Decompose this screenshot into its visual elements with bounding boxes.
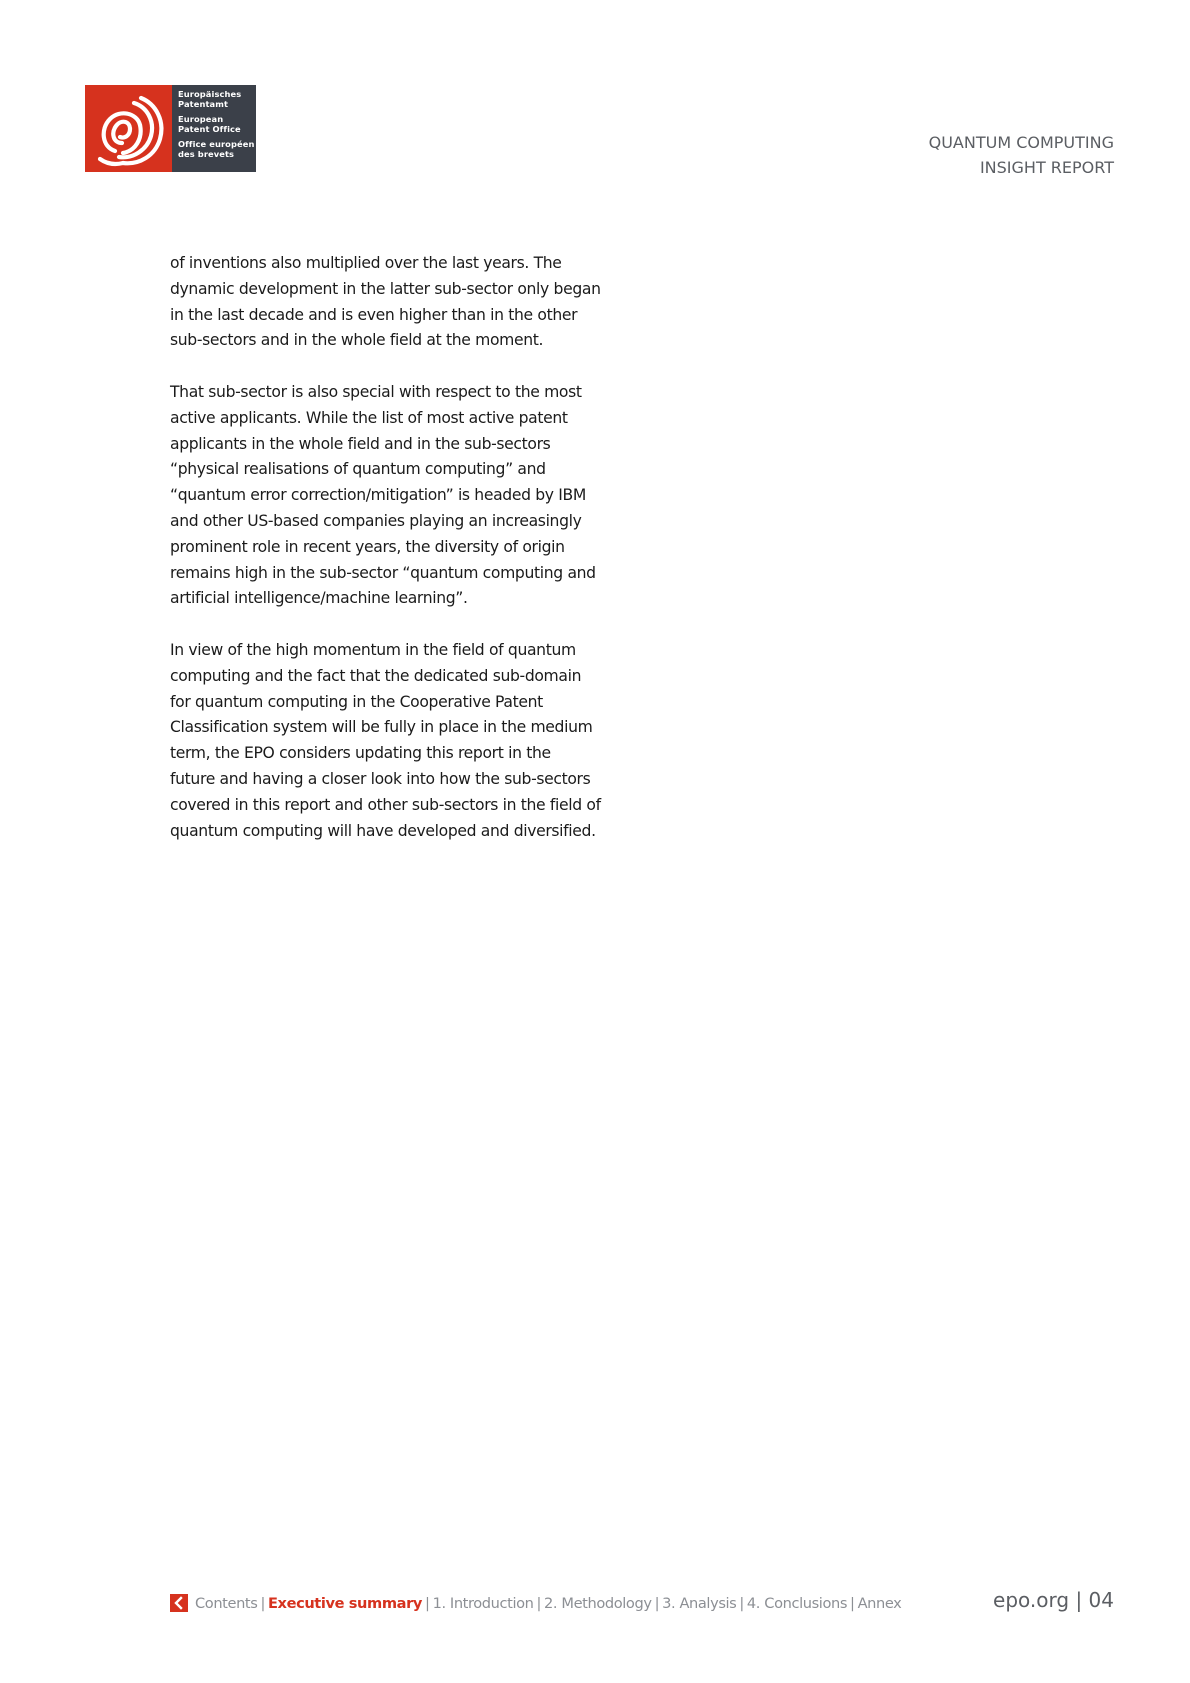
nav-separator: | [739,1594,744,1612]
nav-link-methodology[interactable]: 2. Methodology [544,1594,652,1612]
nav-link-annex[interactable]: Annex [857,1594,902,1612]
logo-line: Europäisches [178,89,242,99]
paragraph [170,251,638,354]
nav-link-analysis[interactable]: 3. Analysis [662,1594,737,1612]
text-line: covered in this report and other sub-sectors in the field of [170,795,601,814]
logo-line: Office européen [178,139,255,150]
chevron-left-icon[interactable] [170,1594,188,1612]
text-line: “physical realisations of quantum computing” and [170,460,546,479]
text-line: and other US-based companies playing an increasingly [170,511,582,530]
text-line: in the last decade and is even higher than in the other [170,305,578,324]
text-line: That sub-sector is also special with respect to the most [170,382,582,401]
text-line: for quantum computing in the Cooperative Patent [170,692,543,711]
nav-separator: | [260,1594,265,1612]
nav-link-executive-summary[interactable]: Executive summary [267,1594,423,1612]
text-line: future and having a closer look into how the sub-sectors [170,769,591,788]
text-line: artificial intelligence/machine learning”. [170,589,468,608]
nav-link-conclusions[interactable]: 4. Conclusions [746,1594,848,1612]
epo-logo [85,85,256,172]
page-number[interactable]: epo.org | 04 [993,1588,1114,1612]
logo-line: des brevets [178,148,235,159]
logo-line: European [178,114,224,125]
epo-logo-text [172,85,256,172]
text-line: dynamic development in the latter sub-sector only began [170,279,601,298]
nav-link-introduction[interactable]: 1. Introduction [432,1594,534,1612]
text-line: active applicants. While the list of most active patent [170,408,568,427]
report-title-line: QUANTUM COMPUTING [928,133,1114,152]
report-title [929,130,1114,180]
report-title-line: INSIGHT REPORT [979,158,1114,177]
nav-separator: | [536,1594,542,1612]
text-line: In view of the high momentum in the field of quantum [170,640,576,659]
paragraph [170,380,638,612]
footer-nav [170,1591,901,1615]
text-line: Classification system will be fully in place in the medium [170,718,593,737]
text-line: computing and the fact that the dedicated sub-domain [170,666,582,685]
text-line: prominent role in recent years, the diversity of origin [170,537,565,556]
text-line: quantum computing will have developed and diversified. [170,821,596,840]
nav-link-contents[interactable]: Contents [195,1594,258,1612]
text-line: remains high in the sub-sector “quantum computing and [170,563,596,582]
epo-spiral-icon [85,85,172,172]
nav-separator: | [850,1594,855,1612]
nav-separator: | [425,1594,430,1612]
paragraph [170,638,638,844]
text-line: sub-sectors and in the whole field at the moment. [170,331,544,350]
text-line: applicants in the whole field and in the sub-sectors [170,434,551,453]
text-line: “quantum error correction/mitigation” is headed by IBM [170,486,586,505]
logo-line: Patentamt [178,98,229,109]
nav-separator: | [654,1594,660,1612]
body-text [170,251,638,870]
text-line: term, the EPO considers updating this report in the [170,744,551,763]
text-line: of inventions also multiplied over the last years. The [170,254,562,272]
logo-line: Patent Office [178,123,241,134]
